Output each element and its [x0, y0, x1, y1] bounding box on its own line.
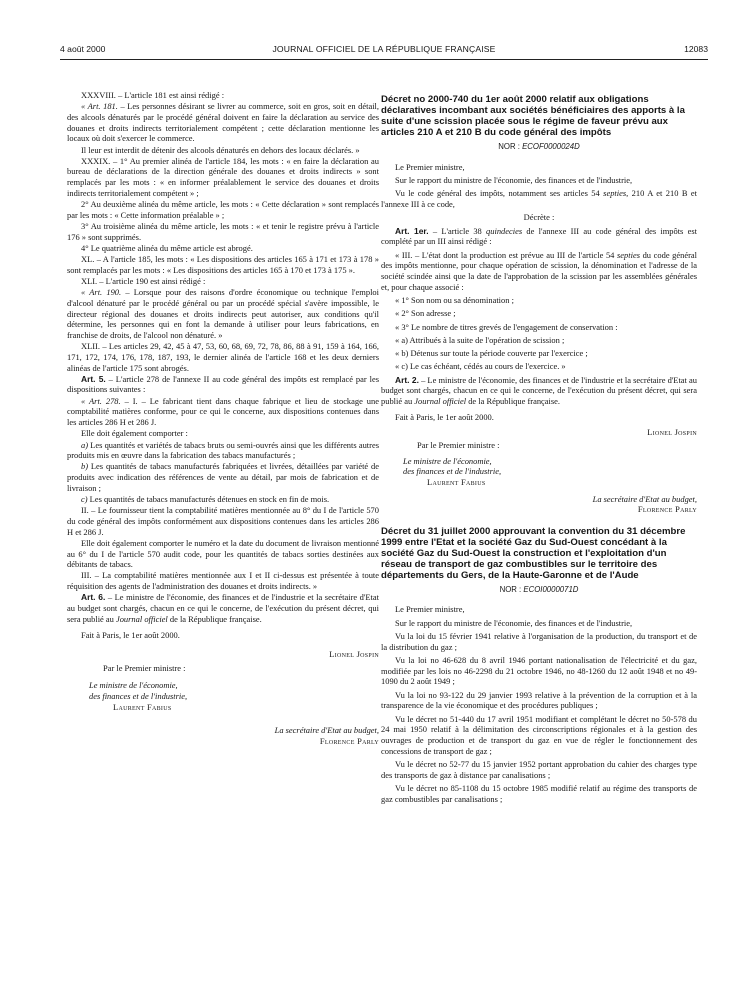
- art-1-quindecies: quindecies: [486, 225, 523, 236]
- header-date: 4 août 2000: [60, 44, 106, 54]
- decree-1-by-pm: Par le Premier ministre :: [417, 439, 500, 450]
- decree-1-iii: [381, 250, 697, 293]
- decree-1-art-2: [381, 375, 697, 407]
- fait-a-paris: Fait à Paris, le 1er août 2000.: [81, 630, 180, 641]
- vu-cgi-b: , 210 A et 210 B et l'annexe III à ce code,: [381, 188, 697, 209]
- paragraph-c: [67, 494, 379, 505]
- left-signature-block: [67, 630, 379, 746]
- paragraph-xxxix: XXXIX. – 1° Au premier alinéa de l'article 184, les mots : « en faire la déclaration au bureau de déclarations de la direction générale des douanes et droits indirects » sont remplacés par les mots : « en informer préalablement le service des douanes et droits indirects territorialement compétent » ;: [67, 155, 379, 198]
- header-page-number: 12083: [684, 44, 708, 54]
- art-181-label: « Art. 181.: [81, 101, 118, 112]
- item-a-text: Les quantités et variétés de tabacs bruts ou semi-ouvrés ainsi que les différents autres produits mis en œuvre dans la fabrication des tabacs manufacturés ;: [67, 439, 379, 461]
- paragraph-ii: II. – Le fournisseur tient la comptabilité matières mentionnée au 8° du I de l'article 570 du code général des impôts conformément aux dispositions contenues dans les articles 286 H et 286 J.: [67, 505, 379, 537]
- paragraph-art-278: [67, 396, 379, 428]
- left-column: [67, 90, 379, 747]
- decree-1-title: Décret no 2000-740 du 1er août 2000 relatif aux obligations déclaratives incombant aux sociétés bénéficiaires des apports à la suite d'une scission placée sous le régime de faveur prévu aux articles 210 A et 210 B du code général des impôts: [381, 94, 685, 138]
- decree-1-signer: Lionel Jospin: [647, 426, 697, 437]
- decree-separator: [381, 518, 697, 526]
- iii-b: du code général des impôts mentionne, pour chaque opération de scission, la dénomination et l'adresse de la société scindée ainsi que la date de l'approbation de la scission par les assemblées générales et, pour chaque associé :: [381, 249, 697, 292]
- art-2-journal: Journal officiel: [414, 396, 467, 407]
- paragraph-art-5: [67, 374, 379, 395]
- art-1-b: de l'annexe III au code général des impôts est complété par un III ainsi rédigé :: [381, 225, 697, 247]
- art-278-text: – I. – Le fabricant tient dans chaque fabrique et lieu de stockage une comptabilité matières conforme, pour ce qui le concerne, aux dispositions contenues dans les articles 286 H et 286 J.: [67, 395, 379, 428]
- item-c-label: c): [81, 494, 88, 505]
- art-2-label: Art. 2.: [395, 374, 419, 385]
- art-2-end: de la République française.: [466, 396, 561, 407]
- decree-1-item-3: « 3° Le nombre de titres grevés de l'engagement de conservation :: [395, 321, 618, 332]
- decree-1-nor-code: ECOF0000024D: [522, 142, 580, 151]
- item-a-label: a): [81, 439, 89, 450]
- art-1-a: – L'article 38: [428, 225, 487, 236]
- art-2-text: – Le ministre de l'économie, des finances et de l'industrie et la secrétaire d'Etat au budget sont chargés, chacun en ce qui le concerne, de l'exécution du présent décret, qui sera publié au: [381, 374, 697, 407]
- paragraph-xxxix-2: 2° Au deuxième alinéa du même article, les mots : « Cette déclaration » sont remplacés par les mots : « Cette information préalable » ;: [67, 199, 379, 220]
- paragraph-doit: Elle doit également comporter :: [81, 428, 188, 439]
- paragraph-iii: III. – La comptabilité matières mentionnée aux I et II ci-dessus est présentée à toute réquisition des agents de l'administration des douanes et droits indirects. »: [67, 570, 379, 592]
- paragraph-a: [67, 440, 379, 461]
- paragraph-xlii: XLII. – Les articles 29, 42, 45 à 47, 53, 60, 68, 69, 72, 78, 86, 88 à 91, 159 à 164, 166, 171, 172, 174, 176, 178, 187, 193, le dernier alinéa de l'article 168 et les deux derniers alinéas de l'article 175 sont abrogés.: [67, 341, 379, 373]
- decree-1-rapport: Sur le rapport du ministre de l'économie, des finances et de l'industrie,: [395, 175, 633, 185]
- decree-2-nor-label: NOR :: [499, 584, 524, 594]
- iii-a: « III. – L'état dont la production est prévue au III de l'article 54: [395, 249, 618, 260]
- paragraph-b: [67, 461, 379, 493]
- header-journal-title: JOURNAL OFFICIEL DE LA RÉPUBLIQUE FRANÇAISE: [272, 44, 496, 54]
- decree-1-item-c: « c) Le cas échéant, cédés au cours de l'exercice. »: [395, 361, 566, 372]
- art-278-label: « Art. 278.: [81, 395, 121, 406]
- paragraph-art-190: [67, 287, 379, 341]
- vu-cgi-septies: septies: [603, 188, 627, 199]
- decree-1-secretary-name: Florence Parly: [637, 504, 697, 515]
- minister-name: Laurent Fabius: [113, 701, 172, 712]
- art-6-label: Art. 6.: [81, 592, 106, 603]
- secretary-title: La secrétaire d'Etat au budget,: [274, 724, 379, 735]
- signer-name: Lionel Jospin: [329, 649, 379, 660]
- decree-1-fait: Fait à Paris, le 1er août 2000.: [395, 411, 494, 422]
- decree-2-vu-4: Vu le décret no 51-440 du 17 avril 1951 modifiant et complétant le décret no 50-578 du 24 mai 1950 relatif à la délimitation des circonscriptions régionales et à la gestion des ouvrages de production et de transport du gaz en vue de régler le fonctionnement des concessions de transport de gaz ;: [381, 713, 697, 756]
- decree-2-pm: Le Premier ministre,: [395, 604, 465, 615]
- paragraph-art-181-2: Il leur est interdit de détenir des alcools dénaturés en dehors des locaux déclarés. »: [81, 144, 360, 155]
- decree-1-nor-label: NOR :: [498, 142, 523, 151]
- decree-1-item-b: « b) Détenus sur toute la période couverte par l'exercice ;: [395, 348, 588, 359]
- decree-2-nor-code: ECOI0000071D: [523, 584, 579, 594]
- decree-1-pm: Le Premier ministre,: [395, 161, 465, 172]
- decree-1-art-1: [381, 226, 697, 247]
- paragraph-xli: XLI. – L'article 190 est ainsi rédigé :: [81, 275, 206, 286]
- art-181-text: – Les personnes désirant se livrer au commerce, soit en gros, soit en détail, des alcools dénaturés par le procédé général doivent en faire la déclaration au service des douanes et droits indirects territorialement compétent ; cette déclaration mentionne les locaux où doit s'exercer le commerce.: [67, 101, 379, 144]
- page-header: [60, 44, 708, 58]
- decree-2-vu-2: Vu la loi no 46-628 du 8 avril 1946 portant nationalisation de l'électricité et du gaz, modifiée par les lois no 46-2298 du 21 octobre 1946, no 48-1260 du 12 août 1948 et no 49-1090 du 2 août 1949 ;: [381, 655, 697, 687]
- decree-2-vu-1: Vu la loi du 15 février 1941 relative à l'organisation de la production, du transport et de la distribution du gaz ;: [381, 631, 697, 652]
- decree-1-vu-cgi: [381, 188, 697, 209]
- decree-1-item-1: « 1° Son nom ou sa dénomination ;: [395, 295, 514, 305]
- paragraph-xxxix-3: 3° Au troisième alinéa du même article, les mots : « et tenir le registre prévu à l'article 176 » sont supprimés.: [67, 220, 379, 242]
- decree-2-rapport: Sur le rapport du ministre de l'économie, des finances et de l'industrie,: [395, 617, 633, 628]
- decree-1-item-2: « 2° Son adresse ;: [395, 308, 456, 319]
- decree-2-vu-3: Vu la loi no 93-122 du 29 janvier 1993 relative à la prévention de la corruption et à la transparence de la vie économique et des procédures publiques ;: [381, 689, 697, 711]
- item-b-text: Les quantités de tabacs manufacturés fabriquées et livrées, détaillées par variété de produits avec indication des références de vente au détail, par mois de fabrication et de livraison ;: [67, 461, 379, 493]
- minister-title-1: Le ministre de l'économie,: [89, 679, 178, 690]
- paragraph-xxxviii: XXXVIII. – L'article 181 est ainsi rédigé :: [81, 90, 225, 100]
- paragraph-art-6: [67, 592, 379, 624]
- art-6-journal: Journal officiel: [115, 613, 168, 624]
- paragraph-art-181: [67, 101, 379, 144]
- vu-cgi-a: Vu le code général des impôts, notamment ses articles 54: [395, 188, 604, 199]
- decree-2-vu-6: Vu le décret no 85-1108 du 15 octobre 1985 modifié relatif au régime des transports de gaz combustibles par canalisations ;: [381, 783, 697, 804]
- item-b-label: b): [81, 461, 89, 472]
- art-6-text: – Le ministre de l'économie, des finances et de l'industrie et la secrétaire d'Etat au budget sont chargés, chacun en ce qui le concerne, de l'exécution du présent décret, qui sera publié au: [67, 592, 379, 624]
- art-6-end: de la République française.: [167, 613, 262, 624]
- art-5-label: Art. 5.: [81, 373, 106, 384]
- decree-2-vu-5: Vu le décret no 52-77 du 15 janvier 1952 portant approbation du cahier des charges type des transports de gaz à distance par canalisations ;: [381, 759, 697, 780]
- art-5-text: – L'article 278 de l'annexe II au code général des impôts est remplacé par les dispositions suivantes :: [67, 373, 379, 395]
- paragraph-xxxix-4: 4° Le quatrième alinéa du même article est abrogé.: [81, 242, 253, 253]
- art-190-label: « Art. 190.: [81, 287, 122, 298]
- item-c-text: Les quantités de tabacs manufacturés détenues en stock en fin de mois.: [87, 494, 330, 505]
- paragraph-xl: XL. – A l'article 185, les mots : « Les dispositions des articles 165 à 171 et 173 à 178 » sont remplacés par les mots : « Les dispositions des articles 165 à 170 et 173 à 175 ».: [67, 254, 379, 275]
- decree-1-secretary: La secrétaire d'Etat au budget,: [592, 493, 697, 504]
- minister-title-2: des finances et de l'industrie,: [89, 690, 188, 701]
- right-column: [381, 94, 697, 807]
- decree-1-item-a: « a) Attribués à la suite de l'opération de scission ;: [395, 334, 565, 345]
- decree-1-minister-1: Le ministre de l'économie,: [403, 455, 492, 466]
- header-rule: [60, 59, 708, 60]
- by-prime-minister: Par le Premier ministre :: [103, 662, 186, 673]
- decree-1-nor: [381, 142, 697, 153]
- decree-1-minister-name: Laurent Fabius: [427, 477, 486, 487]
- paragraph-ii-2: Elle doit également comporter le numéro et la date du document de livraison mentionné au 6° du I de l'article 570 audit code, pour les quantités de tabacs sorties destinées aux débitants de tabacs.: [67, 537, 379, 570]
- decree-2-title: Décret du 31 juillet 2000 approuvant la convention du 31 décembre 1999 entre l'Etat et la société Gaz du Sud-Ouest concédant à la société Gaz du Sud-Ouest la construction et l'exploitation d'un réseau de transport de gaz combustibles sur le territoire des départements du Gers, de la Haute-Garonne et de l'Aude: [381, 525, 686, 581]
- art-1-label: Art. 1er.: [395, 225, 429, 236]
- decree-1-decrete: Décrète :: [523, 212, 555, 223]
- iii-septies: septies: [617, 249, 640, 260]
- art-190-text: – Lorsque pour des raisons d'ordre économique ou technique l'emploi d'alcool dénaturé par le procédé général ou par un procédé spécial s'avère impossible, le directeur régional des douanes et droits indirects peut autoriser, aux conditions qu'il détermine, les personnes qui en font la demande à utiliser pour leurs fabrications, en franchise de droits, de l'alcool non dénaturé. »: [67, 287, 379, 340]
- decree-1-minister-2: des finances et de l'industrie,: [403, 466, 502, 477]
- decree-2-nor: [381, 585, 697, 596]
- secretary-name: Florence Parly: [319, 735, 379, 746]
